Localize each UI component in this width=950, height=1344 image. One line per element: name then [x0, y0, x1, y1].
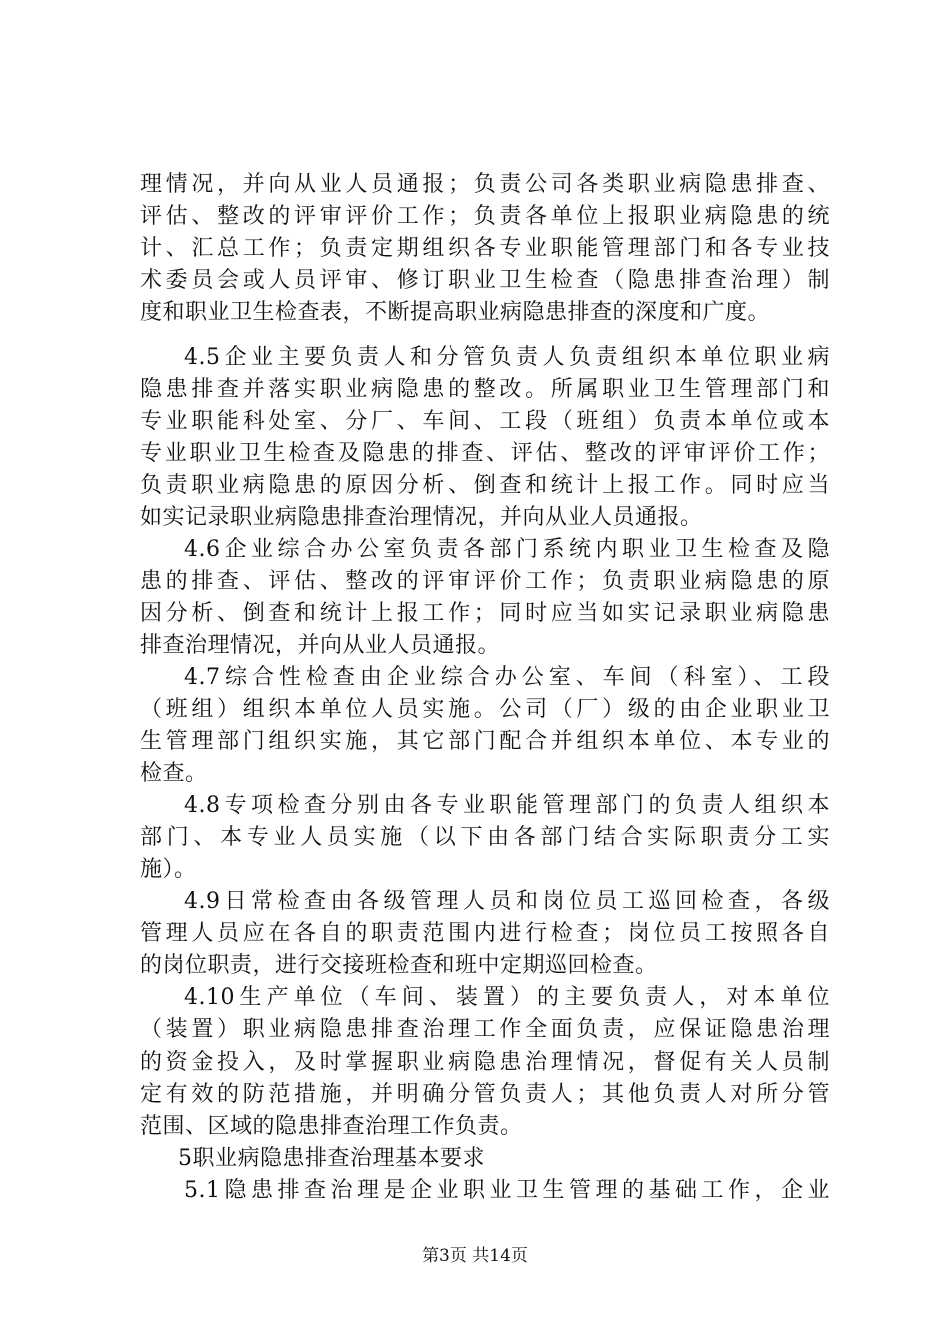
text-line: 隐患排查并落实职业病隐患的整改。所属职业卫生管理部门和: [140, 377, 830, 402]
text-line: 因分析、倒查和统计上报工作；同时应当如实记录职业病隐患: [140, 601, 830, 626]
text-line: 专业职业卫生检查及隐患的排查、评估、整改的评审评价工作；: [140, 441, 830, 466]
text-line: （班组）组织本单位人员实施。公司（厂）级的由企业职业卫: [140, 697, 830, 722]
text-line: 术委员会或人员评审、修订职业卫生检查（隐患排查治理）制: [140, 268, 830, 293]
text-line: 4.7综合性检查由企业综合办公室、车间（科室）、工段: [184, 665, 830, 690]
text-line: 生管理部门组织实施，其它部门配合并组织本单位、本专业的: [140, 729, 830, 754]
text-line: 如实记录职业病隐患排查治理情况，并向从业人员通报。: [140, 505, 703, 530]
text-line: 定有效的防范措施，并明确分管负责人；其他负责人对所分管: [140, 1082, 830, 1107]
text-line: 的岗位职责，进行交接班检查和班中定期巡回检查。: [140, 953, 658, 978]
text-line: 4.6企业综合办公室负责各部门系统内职业卫生检查及隐: [184, 537, 830, 562]
page-footer: 第3页 共14页: [422, 1246, 528, 1266]
text-line: （装置）职业病隐患排查治理工作全面负责，应保证隐患治理: [140, 1017, 830, 1042]
text-line: 4.10生产单位（车间、装置）的主要负责人，对本单位: [184, 985, 830, 1010]
text-line: 施）。: [140, 857, 197, 882]
text-line: 管理人员应在各自的职责范围内进行检查；岗位员工按照各自: [140, 921, 830, 946]
text-line: 4.9日常检查由各级管理人员和岗位员工巡回检查，各级: [184, 889, 830, 914]
text-line: 负责职业病隐患的原因分析、倒查和统计上报工作。同时应当: [140, 473, 830, 498]
text-line: 患的排查、评估、整改的评审评价工作；负责职业病隐患的原: [140, 569, 830, 594]
text-line: 专业职能科处室、分厂、车间、工段（班组）负责本单位或本: [140, 409, 830, 434]
text-line: 4.8专项检查分别由各专业职能管理部门的负责人组织本: [184, 793, 830, 818]
text-line: 部门、本专业人员实施（以下由各部门结合实际职责分工实: [140, 825, 830, 850]
text-line: 范围、区域的隐患排查治理工作负责。: [140, 1114, 523, 1139]
text-line: 理情况，并向从业人员通报；负责公司各类职业病隐患排查、: [140, 172, 830, 197]
text-line: 5职业病隐患排查治理基本要求: [178, 1146, 485, 1171]
text-line: 检查。: [140, 761, 208, 786]
text-line: 评估、整改的评审评价工作；负责各单位上报职业病隐患的统: [140, 204, 830, 229]
text-line: 度和职业卫生检查表，不断提高职业病隐患排查的深度和广度。: [140, 300, 771, 325]
text-line: 计、汇总工作；负责定期组织各专业职能管理部门和各专业技: [140, 236, 830, 261]
text-line: 4.5企业主要负责人和分管负责人负责组织本单位职业病: [184, 345, 830, 370]
text-line: 的资金投入，及时掌握职业病隐患治理情况，督促有关人员制: [140, 1050, 830, 1075]
text-line: 5.1隐患排查治理是企业职业卫生管理的基础工作，企业: [184, 1178, 830, 1203]
text-line: 排查治理情况，并向从业人员通报。: [140, 633, 501, 658]
